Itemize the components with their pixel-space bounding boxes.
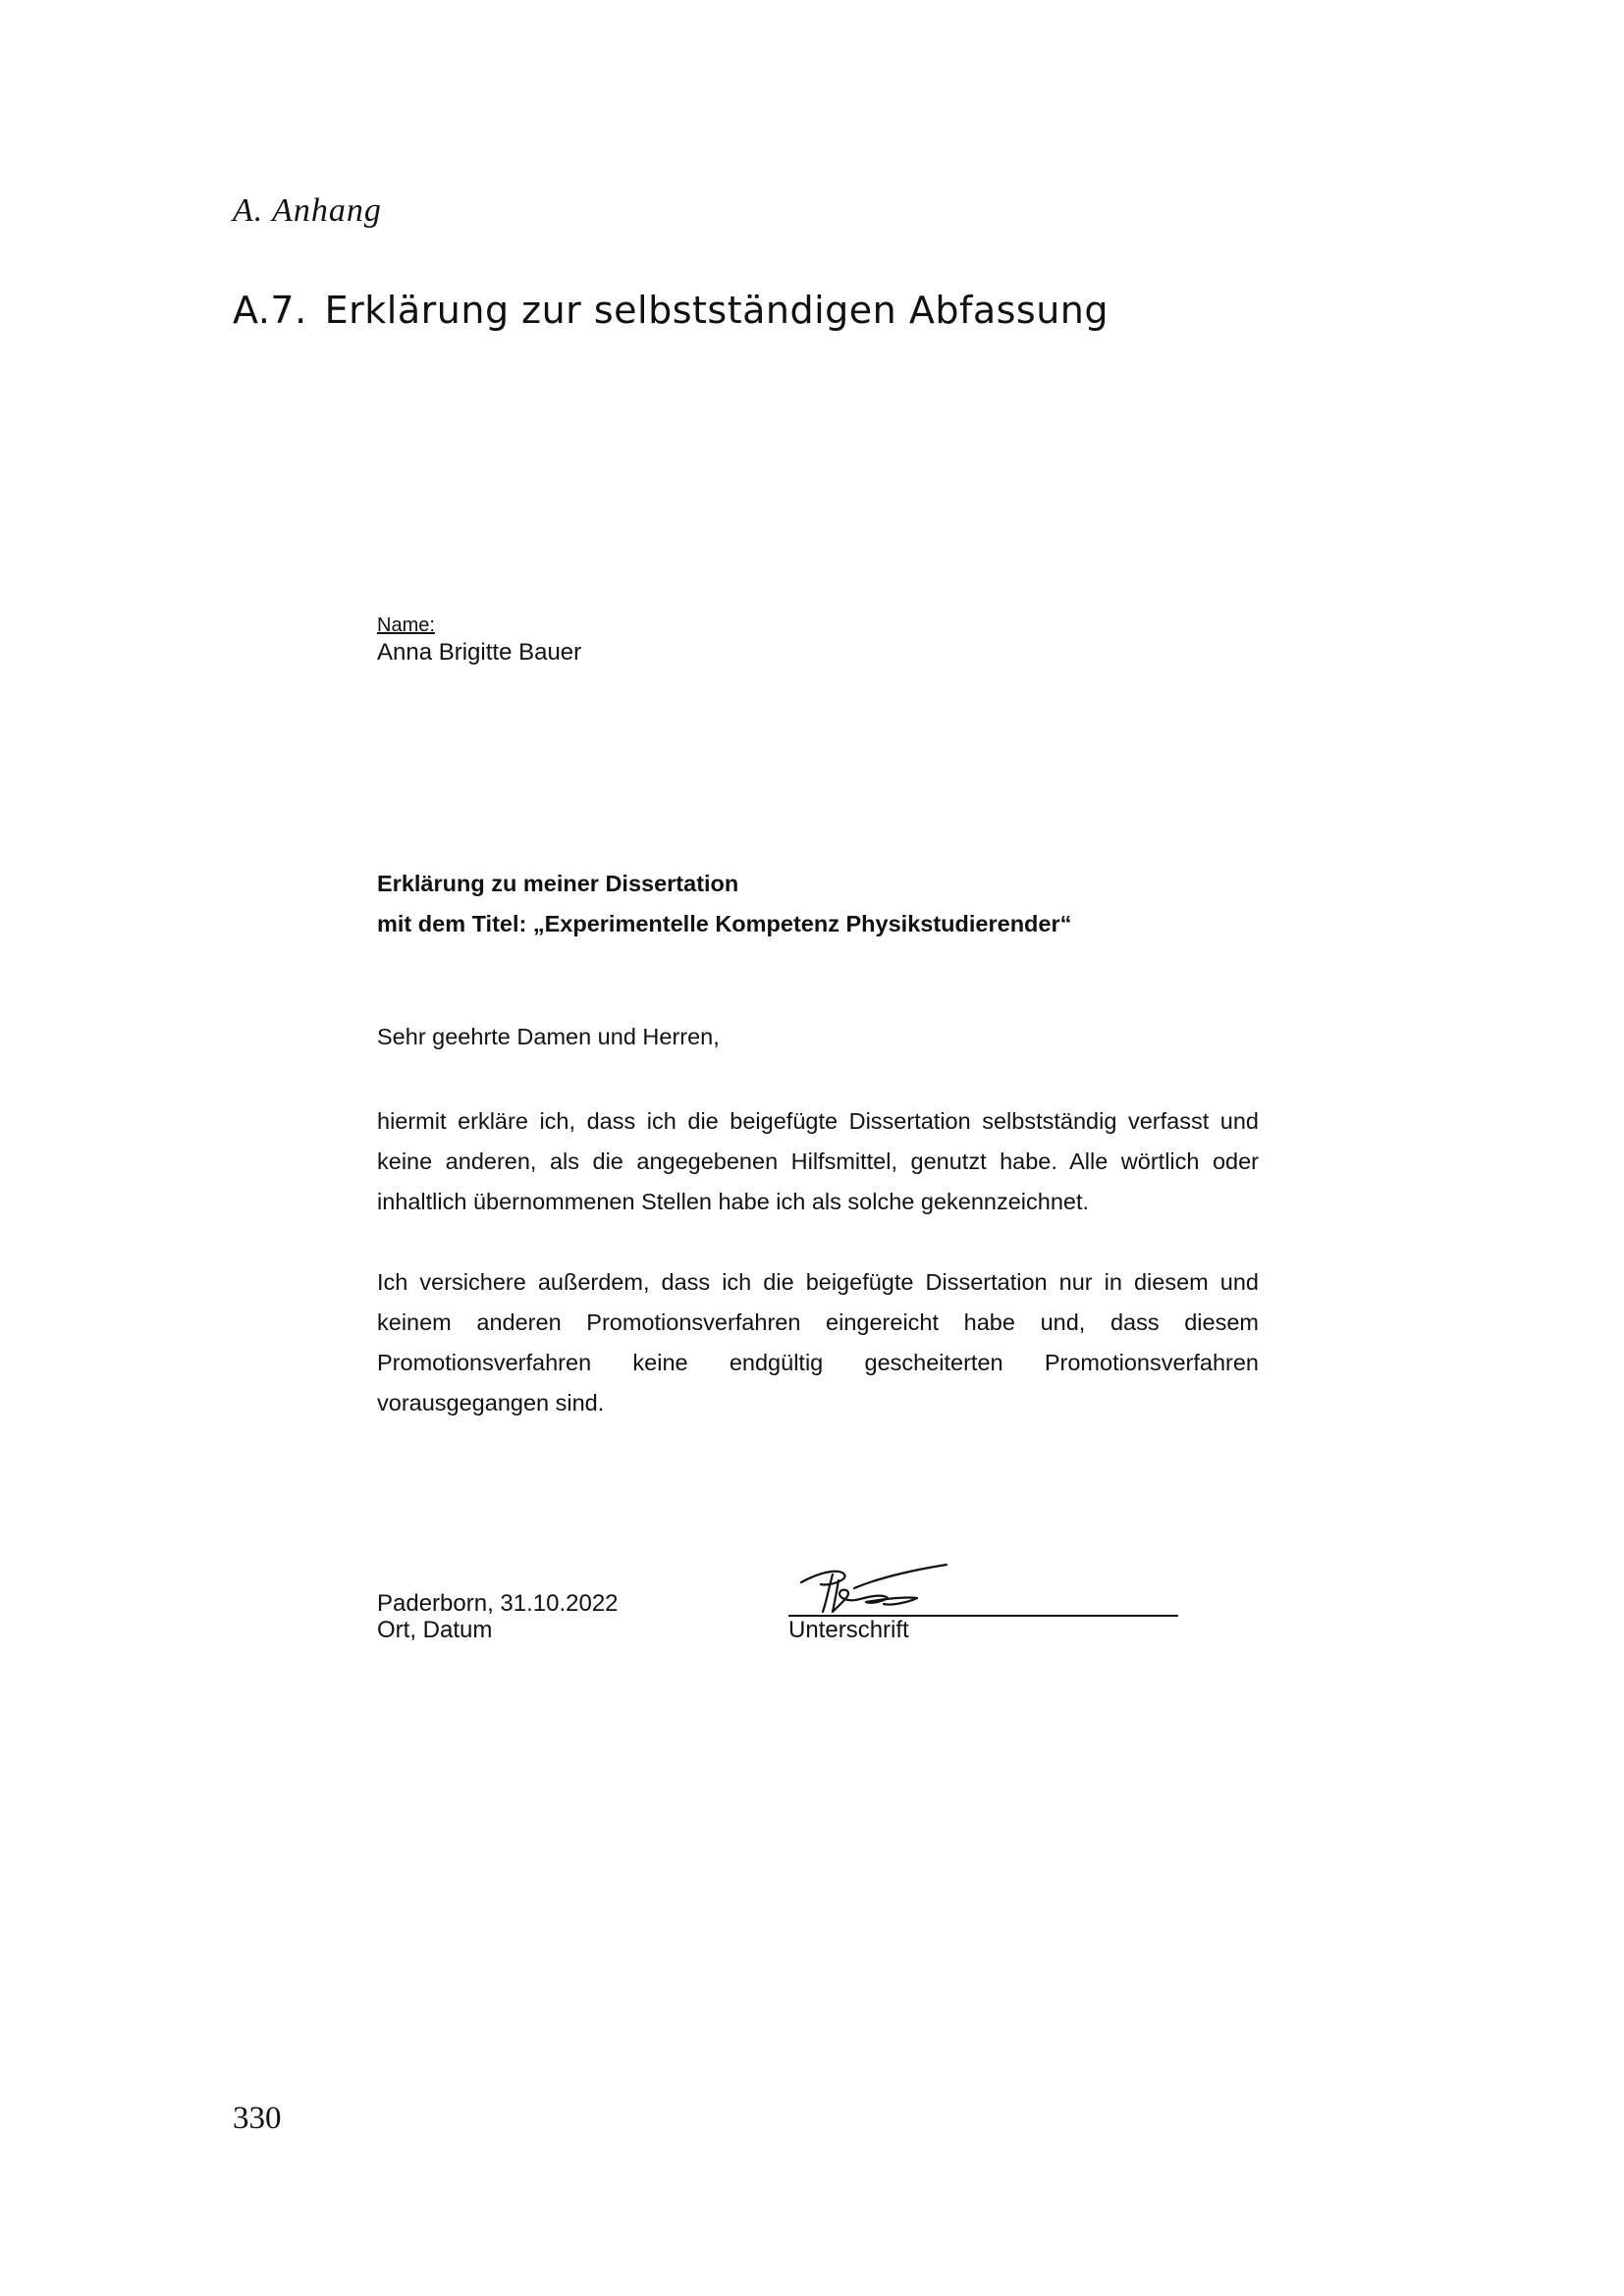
subject-line-1: Erklärung zu meiner Dissertation [377,871,739,896]
page-number: 330 [233,2101,282,2136]
declaration-paragraph-1: hiermit erkläre ich, dass ich die beigefügte Dissertation selbstständig verfasst und keine anderen, als die angegebenen Hilfsmittel, genutzt habe. Alle wörtlich oder inhaltlich übernommenen Stellen habe ich als solche gekennzeichnet. [377,1108,1259,1214]
running-head: A. Anhang [233,192,382,229]
name-value: Anna Brigitte Bauer [377,639,582,666]
place-date-value: Paderborn, 31.10.2022 [377,1590,619,1617]
declaration-paragraph-2: Ich versichere außerdem, dass ich die beigefügte Dissertation nur in diesem und keinem anderen Promotionsverfahren eingereicht habe und, dass diesem Promotionsverfahren keine endgültig gescheiterten Promotionsverfahren vorausgegangen sind. [377,1269,1259,1415]
place-date-label: Ort, Datum [377,1617,493,1643]
salutation: Sehr geehrte Damen und Herren, [377,1024,720,1049]
signature-label: Unterschrift [788,1617,909,1643]
name-label: Name: [377,614,435,636]
section-heading [233,289,1109,332]
section-title: Erklärung zur selbstständigen Abfassung [324,289,1110,332]
declaration-subject [377,864,1071,944]
handwritten-signature [793,1561,950,1620]
subject-line-2: mit dem Titel: „Experimentelle Kompetenz Physikstudierender“ [377,911,1072,936]
section-number: A.7. [233,289,307,332]
